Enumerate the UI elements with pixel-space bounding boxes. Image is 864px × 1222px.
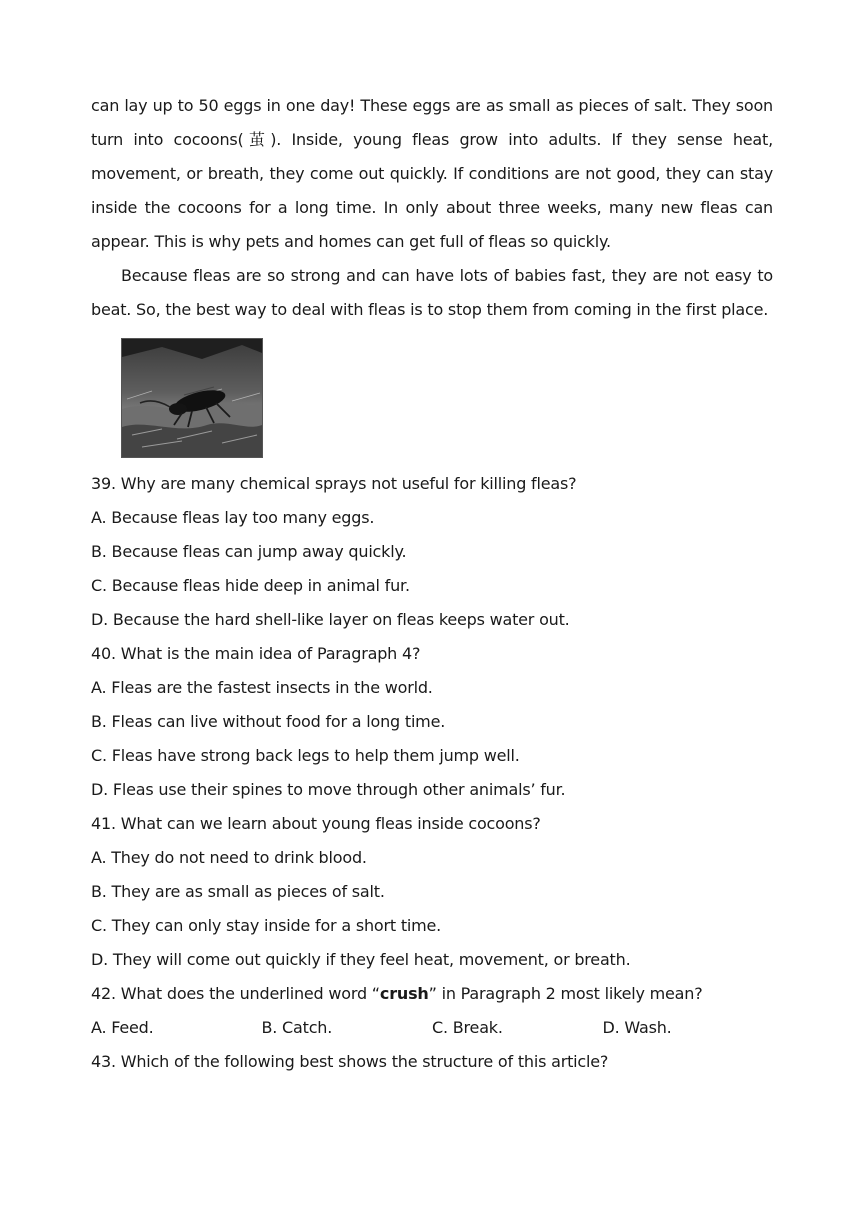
option-a: A. Fleas are the fastest insects in the world. [91, 678, 433, 697]
question-43 [91, 1045, 773, 1079]
option-a: A. Feed. [91, 1018, 154, 1037]
question-41 [91, 807, 773, 977]
option-d: D. They will come out quickly if they feel heat, movement, or breath. [91, 950, 631, 969]
question-stem: 39. Why are many chemical sprays not useful for killing fleas? [91, 474, 577, 493]
option-c: C. Break. [432, 1018, 503, 1037]
question-stem [91, 977, 773, 1011]
question-stem: 41. What can we learn about young fleas inside cocoons? [91, 814, 541, 833]
passage-paragraph-2: Because fleas are so strong and can have lots of babies fast, they are not easy to beat. So, the best way to deal with fleas is to stop them from coming in the first place. [91, 266, 773, 319]
options-row [91, 1011, 773, 1045]
option-b: B. They are as small as pieces of salt. [91, 882, 385, 901]
option-d: D. Fleas use their spines to move through other animals’ fur. [91, 780, 566, 799]
passage-paragraph-1: can lay up to 50 eggs in one day! These eggs are as small as pieces of salt. They soon turn into cocoons(茧). Inside, young fleas grow into adults. If they sense heat, movement, or breath, they come out quickly. If conditions are not good, they can stay inside the cocoons for a long time. In only about three weeks, many new fleas can appear. This is why pets and homes can get full of fleas so quickly. [91, 96, 773, 251]
option-b: B. Fleas can live without food for a long time. [91, 712, 446, 731]
option-a: A. Because fleas lay too many eggs. [91, 508, 375, 527]
underlined-word: crush [379, 984, 429, 1003]
question-39 [91, 467, 773, 637]
option-a: A. They do not need to drink blood. [91, 848, 367, 867]
option-c: C. Fleas have strong back legs to help them jump well. [91, 746, 520, 765]
option-c: C. They can only stay inside for a short time. [91, 916, 442, 935]
flea-photo [121, 338, 263, 458]
option-b: B. Because fleas can jump away quickly. [91, 542, 407, 561]
question-stem: 40. What is the main idea of Paragraph 4? [91, 644, 421, 663]
option-d: D. Wash. [602, 1018, 672, 1037]
question-42 [91, 977, 773, 1045]
document-page [91, 89, 773, 1079]
stem-text-before: 42. What does the underlined word “ [91, 984, 380, 1003]
option-b: B. Catch. [261, 1018, 333, 1037]
option-c: C. Because fleas hide deep in animal fur. [91, 576, 410, 595]
option-d: D. Because the hard shell-like layer on fleas keeps water out. [91, 610, 570, 629]
question-stem: 43. Which of the following best shows the structure of this article? [91, 1052, 609, 1071]
stem-text-after: ” in Paragraph 2 most likely mean? [428, 984, 703, 1003]
question-40 [91, 637, 773, 807]
